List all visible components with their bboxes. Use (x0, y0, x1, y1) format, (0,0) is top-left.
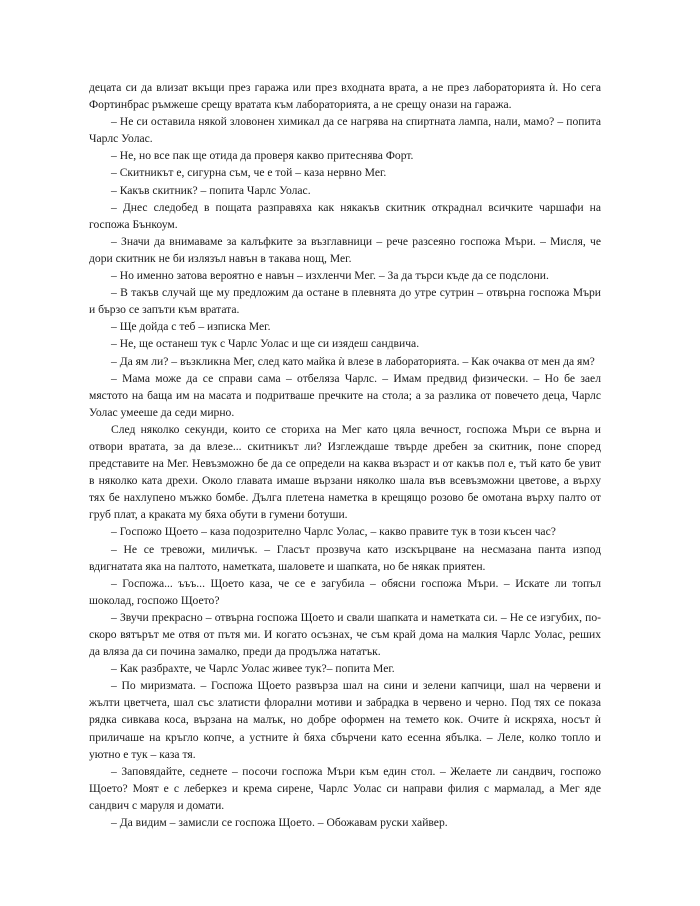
paragraph-21: – Заповядайте, седнете – посочи госпожа Мъри към един стол. – Желаете ли сандвич, госпожо Щоето? Моят е с леберкез и крема сирене, Чарлс Уолас си направи филия с мармалад, а Мег яде сандвич с маруля и домати. (89, 764, 601, 812)
paragraph-11: – Не, ще останеш тук с Чарлс Уолас и ще си изядеш сандвича. (111, 337, 420, 351)
paragraph-22: – Да видим – замисли се госпожа Щоето. – Обожавам руски хайвер. (111, 816, 448, 830)
paragraph-12: – Да ям ли? – възкликна Мег, след като майка ѝ влезе в лабораторията. – Как очаква от мен да ям? (111, 354, 595, 368)
paragraph-10: – Ще дойда с теб – изписка Мег. (111, 320, 271, 334)
paragraph-9: – В такъв случай ще му предложим да остане в плевнята до утре сутрин – отвърна госпожа Мъри и бързо се запъти към вратата. (89, 286, 601, 317)
paragraph-7: – Значи да внимаваме за калъфките за възглавници – рече разсеяно госпожа Мъри. – Мисля, че дори скитник не би излязъл навън в такава нощ, Мег. (89, 234, 601, 265)
paragraph-1: децата си да влизат вкъщи през гаража или през входната врата, а не през лабораторията ѝ. Но сега Фортинбрас ръмжеше срещу вратата към лабораторията, а не срещу онази на гаража. (89, 81, 601, 112)
paragraph-3: – Не, но все пак ще отида да проверя какво притеснява Форт. (111, 149, 414, 163)
paragraph-17: – Госпожа... ъъъ... Щоето каза, че се е загубила – обясни госпожа Мъри. – Искате ли топъл шоколад, госпожо Щоето? (89, 576, 601, 607)
paragraph-19: – Как разбрахте, че Чарлс Уолас живее тук?– попита Мег. (111, 662, 395, 676)
paragraph-4: – Скитникът е, сигурна съм, че е той – каза нервно Мег. (111, 166, 387, 180)
paragraph-2: – Не си оставила някой зловонен химикал да се нагрява на спиртната лампа, нали, мамо? – попита Чарлс Уолас. (89, 115, 601, 146)
paragraph-13: – Мама може да се справи сама – отбеляза Чарлс. – Имам предвид физически. – Но бе заел мястото на баща им на масата и подритваше пречките на стола; а за разлика от повечето деца, Чарлс Уолас умееше да седи мирно. (89, 371, 601, 419)
paragraph-6: – Днес следобед в пощата разправяха как някакъв скитник откраднал всичките чаршафи на госпожа Бънкоум. (89, 200, 601, 231)
paragraph-20: – По миризмата. – Госпожа Щоето развърза шал на сини и зелени капчици, шал на червени и жълти цветчета, шал със златисти флорални мотиви и забрадка в червено и черно. Под тях се показа рядка сивкава коса, вързана на малък, но добре оформен на темето кок. Очите ѝ искряха, носът ѝ приличаше на кръгло копче, а устните ѝ бяха сбърчени като есенна ябълка. – Леле, колко топло и уютно е тук – каза тя. (89, 679, 601, 761)
paragraph-15: – Госпожо Щоето – каза подозрително Чарлс Уолас, – какво правите тук в този късен час? (111, 525, 556, 539)
paragraph-5: – Какъв скитник? – попита Чарлс Уолас. (111, 183, 311, 197)
paragraph-18: – Звучи прекрасно – отвърна госпожа Щоето и свали шапката и наметката си. – Не се изгубих, по-скоро вятърът ме отвя от пътя ми. И когато осъзнах, че съм край дома на малкия Чарлс Уолас, реших да вляза да си почина замалко, преди да продължа нататък. (89, 610, 601, 659)
paragraph-14: След няколко секунди, които се сториха на Мег като цяла вечност, госпожа Мъри се върна и отвори вратата, за да влезе... скитникът ли? Изглеждаше твърде дребен за скитник, поне според представите на Мег. Невъзможно бе да се определи на каква възраст и от какъв пол е, тъй като бе увит в няколко ката дрехи. Около главата имаше вързани няколко шала във всевъзможни цветове, а върху тях бе нахлупено мъжко бомбе. Дълга плетена наметка в крещящо розово бе омотана върху палто от груб плат, а краката му бяха обути в гумени ботуши. (89, 422, 601, 522)
paragraph-8: – Но именно затова вероятно е навън – изхленчи Мег. – За да търси къде да се подслони. (111, 269, 549, 283)
paragraph-16: – Не се тревожи, миличък. – Гласът прозвуча като изскърцване на несмазана панта изпод вдигнатата яка на палтото, наметката, шаловете и шапката, но бе някак приятен. (89, 542, 601, 573)
